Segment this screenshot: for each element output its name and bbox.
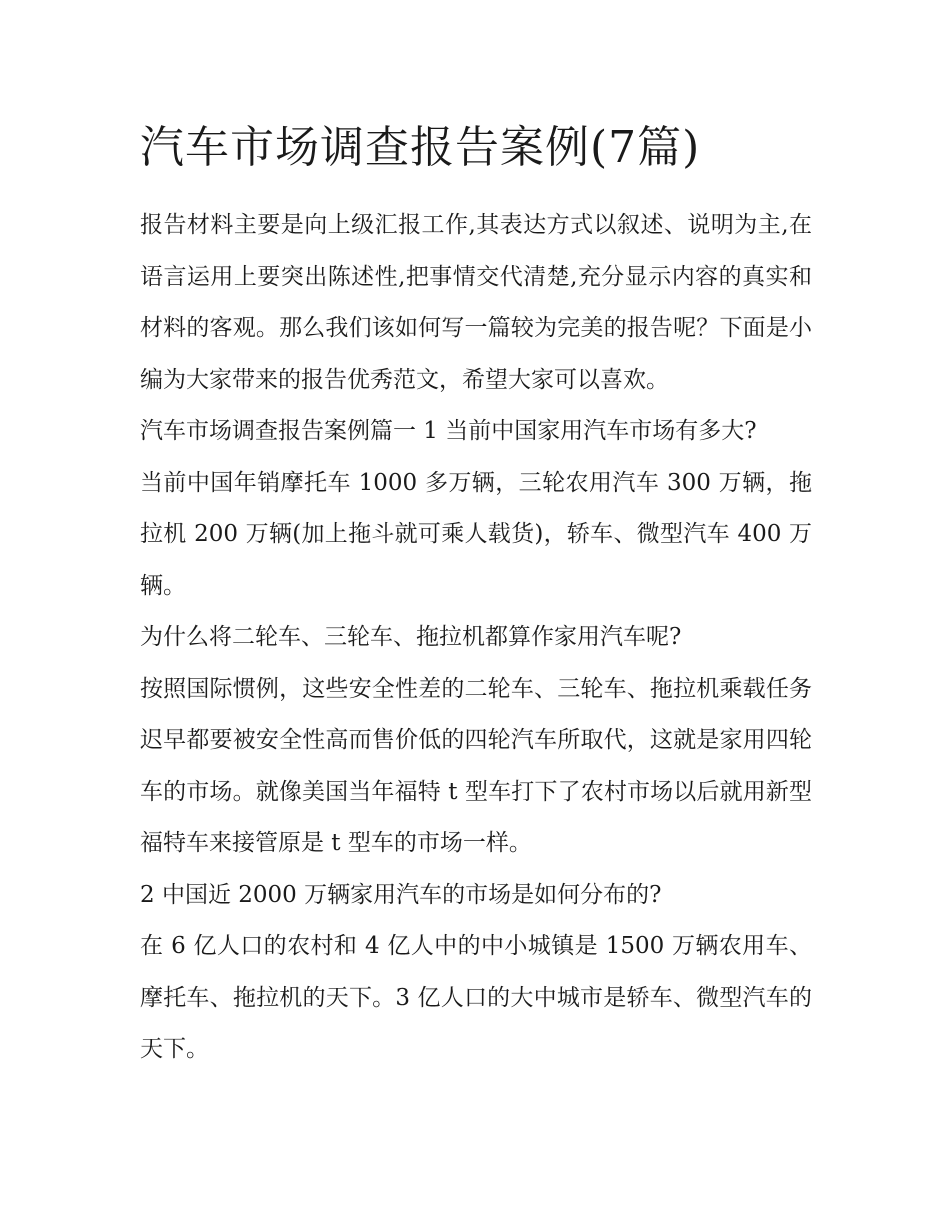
document-page [140, 118, 812, 1076]
paragraph-international-practice: 按照国际惯例，这些安全性差的二轮车、三轮车、拖拉机乘载任务迟早都要被安全性高而售价低的四轮汽车所取代，这就是家用四轮车的市场。就像美国当年福特 t 型车打下了农村市场以后就用新型福特车来接管原是 t 型车的市场一样。 [140, 675, 812, 856]
paragraph-question-why: 为什么将二轮车、三轮车、拖拉机都算作家用汽车呢? [140, 624, 682, 650]
section-heading-question-1: 汽车市场调查报告案例篇一 1 当前中国家用汽车市场有多大? [140, 418, 757, 444]
paragraph-market-distribution: 在 6 亿人口的农村和 4 亿人中的中小城镇是 1500 万辆农用车、摩托车、拖拉机的天下。3 亿人口的大中城市是轿车、微型汽车的天下。 [140, 933, 812, 1062]
intro-paragraph: 报告材料主要是向上级汇报工作,其表达方式以叙述、说明为主,在语言运用上要突出陈述性,把事情交代清楚,充分显示内容的真实和材料的客观。那么我们该如何写一篇较为完美的报告呢？下面是小编为大家带来的报告优秀范文，希望大家可以喜欢。 [140, 212, 812, 393]
paragraph-market-size: 当前中国年销摩托车 1000 多万辆，三轮农用汽车 300 万辆，拖拉机 200 万辆(加上拖斗就可乘人载货)，轿车、微型汽车 400 万辆。 [140, 469, 812, 599]
paragraph-question-2: 2 中国近 2000 万辆家用汽车的市场是如何分布的? [140, 881, 662, 908]
document-title: 汽车市场调查报告案例(7篇) [140, 122, 701, 173]
